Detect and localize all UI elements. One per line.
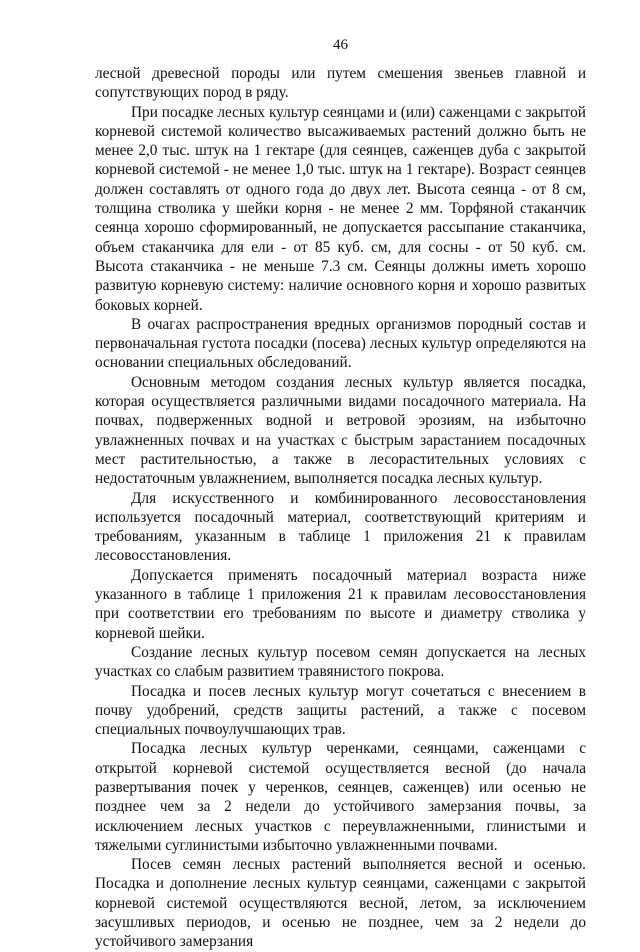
- paragraph: Посев семян лесных растений выполняется весной и осенью. Посадка и дополнение лесных культур сеянцами, саженцами с закрытой корневой системой осуществляются весной, летом, за исключением засушливых периодов, и осенью не позднее, чем за 2 недели до устойчивого замерзания: [95, 856, 586, 951]
- paragraph: Посадка и посев лесных культур могут сочетаться с внесением в почву удобрений, средств защиты растений, а также с посевом специальных почвоулучшающих трав.: [95, 682, 586, 739]
- paragraph: Создание лесных культур посевом семян допускается на лесных участках со слабым развитием травянистого покрова.: [95, 643, 586, 681]
- paragraph-continuation: лесной древесной породы или путем смешения звеньев главной и сопутствующих пород в ряду.: [95, 65, 586, 102]
- page-number: 46: [333, 37, 348, 53]
- paragraph: Для искусственного и комбинированного лесовосстановления используется посадочный материал, соответствующий критериям и требованиям, указанным в таблице 1 приложения 21 к правилам лесовосстановления.: [95, 489, 586, 565]
- document-page: [95, 36, 586, 952]
- paragraph: Основным методом создания лесных культур является посадка, которая осуществляется различными видами посадочного материала. На почвах, подверженных водной и ветровой эрозиям, на избыточно увлажненных почвах и на участках с быстрым зарастанием посадочных мест растительностью, а также в лесорастительных условиях с недостаточным увлажнением, выполняется посадка лесных культур.: [95, 373, 586, 488]
- paragraph: При посадке лесных культур сеянцами и (или) саженцами с закрытой корневой системой количество высаживаемых растений должно быть не менее 2,0 тыс. штук на 1 гектаре (для сеянцев, саженцев дуба с закрытой корневой системой - не менее 1,0 тыс. штук на 1 гектаре). Возраст сеянцев должен составлять от одного года до двух лет. Высота сеянца - от 8 см, толщина стволика у шейки корня - не менее 2 мм. Торфяной стаканчик сеянца хорошо сформированный, не допускается рассыпание стаканчика, объем стаканчика для ели - от 85 куб. см, для сосны - от 50 куб. см. Высота стаканчика - не меньше 7.3 см. Сеянцы должны иметь хорошо развитую корневую систему: наличие основного корня и хорошо развитых боковых корней.: [95, 103, 586, 314]
- paragraph: В очагах распространения вредных организмов породный состав и первоначальная густота посадки (посева) лесных культур определяются на основании специальных обследований.: [95, 315, 586, 372]
- paragraph: Посадка лесных культур черенками, сеянцами, саженцами с открытой корневой системой осуществляется весной (до начала развертывания почек у черенков, сеянцев, саженцев) или осенью не позднее чем за 2 недели до устойчивого замерзания почвы, за исключением лесных участков с переувлажненными, глинистыми и тяжелыми суглинистыми избыточно увлажненными почвами.: [95, 740, 586, 854]
- paragraph: Допускается применять посадочный материал возраста ниже указанного в таблице 1 приложения 21 к правилам лесовосстановления при соответствии его требованиям по высоте и диаметру стволика у корневой шейки.: [95, 566, 586, 642]
